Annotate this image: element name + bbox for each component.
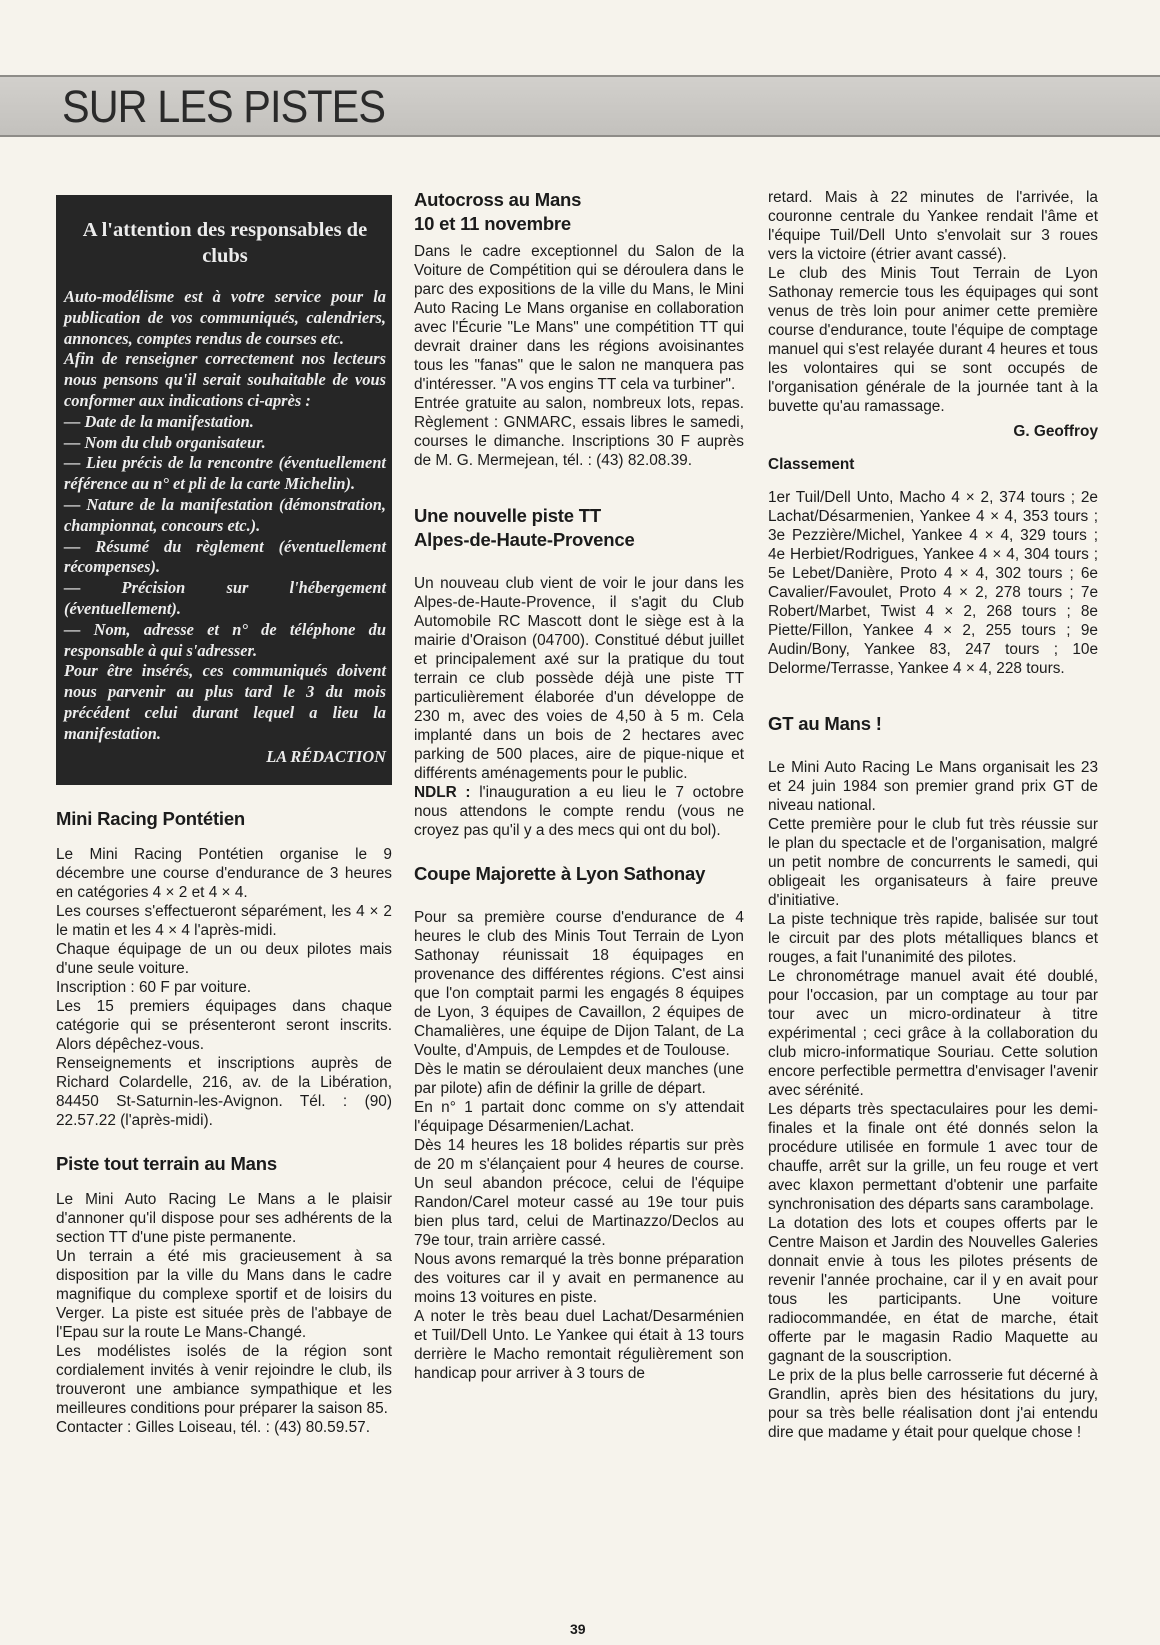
- classement-list: 1er Tuil/Dell Unto, Macho 4 × 2, 374 tours ; 2e Lachat/Désarmenien, Yankee 4 × 4, 353 tours ; 3e Pezzière/Michel, Yankee 4 × 4, 329 tours ; 4e Herbiet/Rodrigues, Yankee 4 × 4, 304 tours ; 5e Lebet/Danière, Proto 4 × 4, 302 tours ; 6e Cavalier/Favoulet, Proto 4 × 2, 278 tours ; 7e Robert/Marbet, Twist 4 × 2, 268 tours ; 8e Piette/Fillon, Yankee 4 × 2, 255 tours ; 9e Audin/Bony, Yankee 83, 247 tours ; 10e Delorme/Terrasse, Yankee 4 × 4, 228 tours.: [768, 489, 1098, 677]
- article-paragraph: Dès le matin se déroulaient deux manches (une par pilote) afin de définir la grille de départ.: [414, 1061, 744, 1097]
- article-paragraph: Chaque équipage de un ou deux pilotes mais d'une seule voiture.: [56, 941, 392, 978]
- article-title-piste-mans: Piste tout terrain au Mans: [56, 1153, 277, 1175]
- ndlr-label: NDLR :: [414, 784, 471, 801]
- article-paragraph: La piste technique très rapide, balisée sur tout le circuit par des plots métalliques blancs et rouges, a fait l'unanimité des pilotes.: [768, 911, 1098, 966]
- section-banner: [0, 75, 1160, 137]
- article-subtitle-nouvelle-piste: Alpes-de-Haute-Provence: [414, 529, 635, 550]
- article-paragraph: Contacter : Gilles Loiseau, tél. : (43) 80.59.57.: [56, 1419, 370, 1437]
- notice-line: — Date de la manifestation.: [64, 411, 254, 431]
- article-title-gt-mans: GT au Mans !: [768, 713, 882, 734]
- article-author: G. Geoffroy: [1013, 423, 1098, 440]
- column-middle: [414, 188, 744, 1383]
- article-subtitle-autocross: 10 et 11 novembre: [414, 213, 572, 234]
- article-paragraph: Les départs très spectaculaires pour les demi-finales et la finale ont été donnés selon la procédure utilisée en formule 1 avec tour de chauffe, arrêt sur la grille, un feu rouge et vert avec klaxon permettant d'obtenir une parfaite synchronisation des départs sans carambolage.: [768, 1101, 1098, 1213]
- article-paragraph: Le club des Minis Tout Terrain de Lyon Sathonay remercie tous les équipages qui sont venus de très loin pour animer cette première course d'endurance, toute l'équipe de comptage manuel qui s'est relayée durant 4 heures et tous les volontaires qui se sont occupés de l'organisation générale de la journée tant à la buvette qu'au ramassage.: [768, 265, 1098, 415]
- article-paragraph: Les 15 premiers équipages dans chaque catégorie qui se présenteront seront inscrits. Alors dépêchez-vous.: [56, 998, 392, 1054]
- article-paragraph: Un terrain a été mis gracieusement à sa disposition par la ville du Mans dans le cadre magnifique du complexe sportif et de loisirs du Verger. La piste est située près de l'abbaye de l'Epau sur la route Le Mans-Changé.: [56, 1248, 392, 1342]
- article-title-pontetien: Mini Racing Pontétien: [56, 808, 246, 830]
- article-paragraph: Un nouveau club vient de voir le jour dans les Alpes-de-Haute-Provence, il s'agit du Club Automobile RC Mascott dont le siège est à la mairie d'Oraison (04700). Constitué début juillet et principalement axé sur la pratique du tout terrain ce club possède déjà une piste TT particulièrement élaborée d'un développe de 230 m, avec des voies de 4,50 à 5 m. Cela implanté dans un bois de 2 hectares avec parking de 500 places, aire de pique-nique et différents aménagements pour le public.: [414, 575, 744, 782]
- notice-line: Auto-modélisme est à votre service pour la publication de vos communiqués, calendriers, annonces, comptes rendus de courses etc.: [64, 287, 386, 348]
- article-paragraph: Le prix de la plus belle carrosserie fut décerné à Grandlin, après bien des hésitations du jury, pour sa très belle réalisation dont j'ai entendu dire que madame y était pour quelque chose !: [768, 1367, 1098, 1441]
- article-paragraph: La dotation des lots et coupes offerts par le Centre Maison et Jardin des Nouvelles Galeries donnait envie à tous les pilotes présents de revenir l'année prochaine, car il y en avait pour tous les participants. Une voiture radiocommandée, en état de marche, était offerte par le magasin Radio Maquette au gagnant de la souscription.: [768, 1215, 1098, 1365]
- notice-line: — Précision sur l'hébergement (éventuellement).: [64, 578, 386, 618]
- article-title-autocross: Autocross au Mans: [414, 189, 582, 210]
- notice-line: — Nom du club organisateur.: [64, 432, 266, 452]
- notice-line: — Lieu précis de la rencontre (éventuellement référence au n° et pli de la carte Michelin).: [64, 453, 386, 494]
- section-title: SUR LES PISTES: [62, 81, 386, 132]
- article-title-majorette: Coupe Majorette à Lyon Sathonay: [414, 863, 706, 884]
- article-paragraph: Dès 14 heures les 18 bolides répartis sur près de 20 m s'élançaient pour 4 heures de course. Un seul abandon précoce, celui de l'équipe Randon/Carel moteur cassé au 19e tour puis bien plus tard, celui de Martinazzo/Declos au 79e tour, train arrière cassé.: [414, 1137, 744, 1249]
- column-left: [56, 195, 392, 1437]
- article-paragraph: Les courses s'effectueront séparément, les 4 × 2 le matin et les 4 × 4 l'après-midi.: [56, 903, 392, 940]
- notice-line: Afin de renseigner correctement nos lecteurs nous pensons qu'il serait souhaitable de vous conformer aux indications ci-après :: [64, 349, 386, 410]
- article-title-nouvelle-piste: Une nouvelle piste TT: [414, 505, 601, 526]
- classement-title: Classement: [768, 456, 855, 473]
- notice-signature: LA RÉDACTION: [266, 746, 386, 766]
- notice-box: [56, 195, 392, 785]
- article-paragraph: Entrée gratuite au salon, nombreux lots, repas. Règlement : GNMARC, essais libres le samedi, courses le dimanche. Inscriptions 30 F auprès de M. G. Mermejean, tél. : (43) 82.08.39.: [414, 395, 744, 469]
- article-paragraph: A noter le très beau duel Lachat/Desarménien et Tuil/Dell Unto. Le Yankee qui était à 13 tours derrière le Macho remontait régulièrement son handicap pour arriver à 3 tours de: [414, 1308, 744, 1382]
- notice-line: — Nom, adresse et n° de téléphone du responsable à qui s'adresser.: [64, 619, 386, 660]
- column-right: [768, 188, 1098, 1442]
- notice-line: — Résumé du règlement (éventuellement récompenses).: [64, 536, 386, 577]
- article-paragraph: Le Mini Auto Racing Le Mans a le plaisir d'annoner qu'il dispose pour ses adhérents de la section TT d'une piste permanente.: [56, 1191, 392, 1247]
- article-paragraph: Le chronométrage manuel avait été doublé, pour l'occasion, par un comptage au tour par tour avec un micro-ordinateur à titre expérimental ; ceci grâce à la collaboration du club micro-informatique Souriau. Cette solution encore perfectible permettra d'envisager l'avenir avec sérénité.: [768, 968, 1098, 1099]
- notice-line: — Nature de la manifestation (démonstration, championnat, concours etc.).: [64, 494, 386, 535]
- article-paragraph: Cette première pour le club fut très réussie sur le plan du spectacle et de l'organisation, malgré un petit nombre de concurrents le samedi, qui obligeait les organisateurs à faire preuve d'initiative.: [768, 816, 1098, 909]
- notice-title: A l'attention des responsables de clubs: [82, 219, 368, 267]
- page-number: 39: [570, 1621, 586, 1637]
- article-paragraph: Renseignements et inscriptions auprès de Richard Colardelle, 216, av. de la Libération, 84450 St-Saturnin-les-Avignon. Tél. : (90) 22.57.22 (l'après-midi).: [56, 1055, 392, 1130]
- ndlr-text: l'inauguration a eu lieu le 7 octobre nous attendons le compte rendu (vous ne croyez pas qu'il y a des mecs qui ont du bol).: [414, 784, 744, 839]
- article-paragraph: Le Mini Auto Racing Le Mans organisait les 23 et 24 juin 1984 son premier grand prix GT de niveau national.: [768, 759, 1098, 814]
- article-paragraph: Inscription : 60 F par voiture.: [56, 979, 252, 997]
- article-paragraph: Dans le cadre exceptionnel du Salon de la Voiture de Compétition qui se déroulera dans le parc des expositions de la ville du Mans, le Mini Auto Racing Le Mans organise en collaboration avec l'Écurie "Le Mans" une compétition TT qui devrait drainer dans les régions avoisinantes tous les "fanas" que le salon ne manquera pas d'intéresser. "A vos engins TT cela va turbiner".: [414, 243, 744, 393]
- article-paragraph: retard. Mais à 22 minutes de l'arrivée, la couronne centrale du Yankee rendait l'âme et l'équipe Tuil/Dell Unto s'envolait sur 3 roues vers la victoire (étrier avant cassé).: [768, 189, 1098, 263]
- article-paragraph: Nous avons remarqué la très bonne préparation des voitures car il y avait en permanence au moins 13 voitures en piste.: [414, 1251, 744, 1306]
- article-paragraph: En n° 1 partait donc comme on s'y attendait l'équipage Désarmenien/Lachat.: [414, 1099, 744, 1135]
- article-paragraph: Pour sa première course d'endurance de 4 heures le club des Minis Tout Terrain de Lyon Sathonay réunissait 18 équipages en provenance des différentes régions. C'est ainsi que l'on comptait parmi les engagés 8 équipes de Lyon, 3 équipes de Cavaillon, 2 équipes de Chamalières, une équipe de Dijon Talant, de La Voulte, d'Ampuis, de Lempdes et de Toulouse.: [414, 909, 744, 1059]
- article-paragraph: Le Mini Racing Pontétien organise le 9 décembre une course d'endurance de 3 heures en catégories 4 × 2 et 4 × 4.: [56, 846, 392, 902]
- article-paragraph: Les modélistes isolés de la région sont cordialement invités à venir rejoindre le club, ils trouveront une ambiance sympathique et les meilleures conditions pour préparer la saison 85.: [56, 1343, 392, 1418]
- notice-line: Pour être insérés, ces communiqués doivent nous parvenir au plus tard le 3 du mois précédent celui durant lequel a lieu la manifestation.: [64, 661, 386, 743]
- ndlr-paragraph: [414, 783, 744, 840]
